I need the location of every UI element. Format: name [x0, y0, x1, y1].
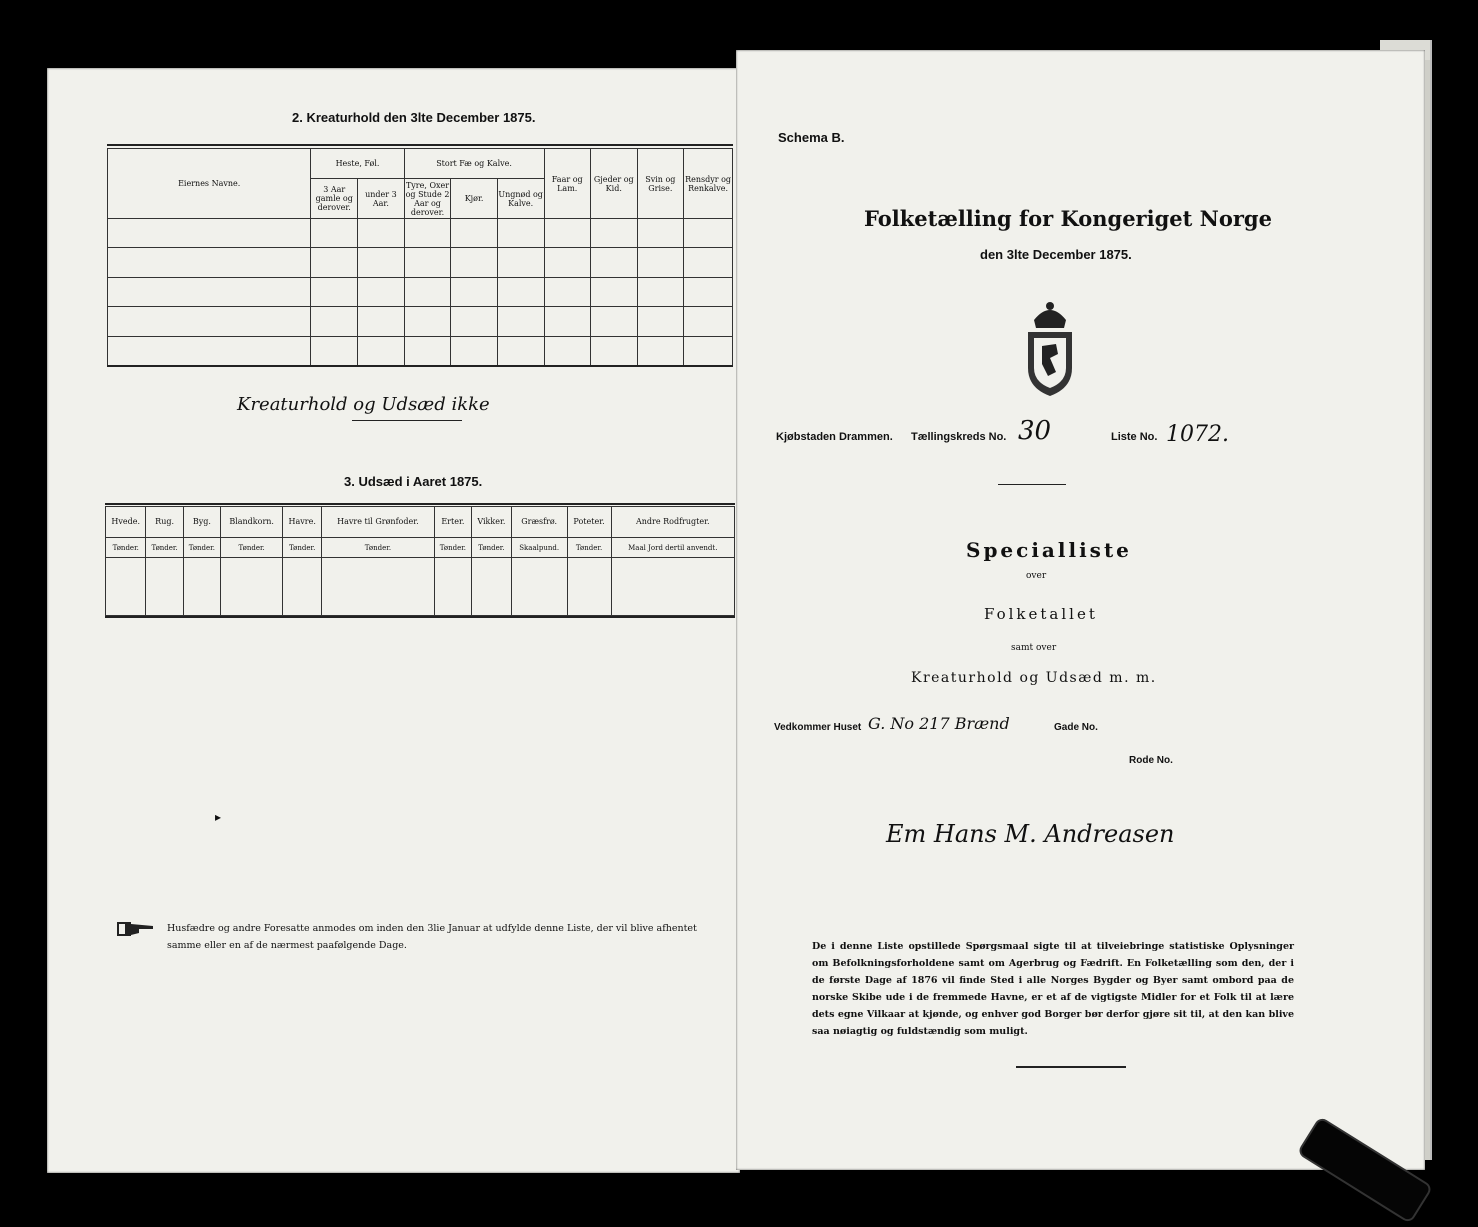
divider [998, 484, 1066, 485]
list-number: 1072. [1166, 422, 1229, 447]
col-reindeer: Rensdyr og Renkalve. [684, 149, 733, 219]
crop-header: Havre. [283, 507, 322, 538]
table-row [108, 277, 733, 306]
crop-unit: Tønder. [220, 537, 282, 558]
table-top-rule [107, 144, 733, 146]
crop-unit: Skaalpund. [511, 537, 567, 558]
main-title: Folketælling for Kongeriget Norge [864, 206, 1272, 231]
crop-unit: Tønder. [146, 537, 183, 558]
crop-unit: Tønder. [472, 537, 512, 558]
crop-cell [220, 558, 282, 616]
col-sheep: Faar og Lam. [544, 149, 590, 219]
note-underline [352, 420, 462, 421]
list-label: Liste No. [1111, 431, 1158, 443]
section2-title: 2. Kreaturhold den 3lte December 1875. [292, 110, 536, 125]
gade-label: Gade No. [1054, 722, 1098, 733]
collection-notice: Husfædre og andre Foresatte anmodes om inden den 3lie Januar at udfylde denne Liste, der vil blive afhentet samme eller en af de nærmest paafølgende Dage. [167, 923, 697, 951]
folketallet-heading: Folketallet [984, 605, 1098, 623]
rode-label: Rode No. [1129, 755, 1173, 766]
table-row [108, 248, 733, 277]
crop-header: Græsfrø. [511, 507, 567, 538]
col-goats: Gjeder og Kid. [590, 149, 637, 219]
crop-unit: Tønder. [283, 537, 322, 558]
coat-of-arms-icon [1020, 298, 1080, 398]
crop-cell [434, 558, 471, 616]
crop-cell [611, 558, 734, 616]
over-text: over [1026, 571, 1047, 581]
section3-title: 3. Udsæd i Aaret 1875. [344, 474, 483, 489]
date-line: den 3lte December 1875. [980, 247, 1132, 262]
footer-rule [1016, 1066, 1126, 1068]
house-value: G. No 217 Brænd [868, 714, 1010, 733]
crop-cell [283, 558, 322, 616]
col-pigs: Svin og Grise. [637, 149, 684, 219]
crop-cell [567, 558, 611, 616]
district-number: 30 [1018, 416, 1052, 446]
crop-unit: Tønder. [434, 537, 471, 558]
district-label: Tællingskreds No. [911, 431, 1007, 443]
crop-unit: Tønder. [567, 537, 611, 558]
crop-cell [146, 558, 183, 616]
crop-header: Andre Rodfrugter. [611, 507, 734, 538]
schema-label: Schema B. [778, 130, 845, 145]
col-horses-under3: under 3 Aar. [358, 179, 405, 219]
stray-mark: ▸ [215, 810, 222, 824]
table-row [108, 307, 733, 336]
livestock-table [107, 148, 733, 366]
col-horses-3plus: 3 Aar gamle og derover. [311, 179, 358, 219]
city-label: Kjøbstaden Drammen. [776, 431, 893, 443]
kreaturhold-heading: Kreaturhold og Udsæd m. m. [911, 670, 1157, 686]
crop-header: Blandkorn. [220, 507, 282, 538]
house-label: Vedkommer Huset [774, 722, 862, 733]
crop-unit: Tønder. [322, 537, 435, 558]
col-horses: Heste, Føl. [311, 149, 404, 179]
crop-header: Poteter. [567, 507, 611, 538]
col-owner: Eiernes Navne. [108, 149, 311, 219]
footer-paragraph: De i denne Liste opstillede Spørgsmaal sigte til at tilveiebringe statistiske Oplysninger om Befolkningsforholdene samt om Agerbrug og Fædrift. En Folketælling som den, der i de første Dage af 1876 vil finde Sted i alle Norges Bygder og Byer samt ombord paa de norske Skibe ude i de fremmede Havne, er et af de vigtigste Midler for et Folk til at lære dets egne Vilkaar at kjønde, og enhver god Borger bør derfor gjøre sit til, at den kan blive saa nøiagtig og fuldstændig som muligt. [812, 941, 1294, 1037]
crop-cell [511, 558, 567, 616]
crop-cell [106, 558, 146, 616]
col-cattle-young: Ungnød og Kalve. [497, 179, 544, 219]
col-cattle: Stort Fæ og Kalve. [404, 149, 544, 179]
pointing-hand-icon [115, 918, 157, 940]
crop-unit: Tønder. [183, 537, 220, 558]
crop-header: Vikker. [472, 507, 512, 538]
col-cattle-cows: Kjør. [451, 179, 497, 219]
crop-header: Rug. [146, 507, 183, 538]
specialliste-heading: Specialliste [966, 538, 1132, 562]
col-cattle-bulls: Tyre, Oxer og Stude 2 Aar og derover. [405, 180, 450, 217]
table-top-rule [105, 503, 735, 505]
table-bottom-rule [105, 616, 735, 618]
crop-header: Havre til Grønfoder. [322, 507, 435, 538]
crop-header: Erter. [434, 507, 471, 538]
crop-header: Byg. [183, 507, 220, 538]
crop-unit: Tønder. [106, 537, 146, 558]
table-bottom-rule [107, 365, 733, 367]
table-row [108, 219, 733, 248]
crop-unit: Maal Jord dertil anvendt. [611, 537, 734, 558]
samt-over-text: samt over [1011, 643, 1057, 653]
left-page [47, 68, 740, 1173]
crop-cell [183, 558, 220, 616]
right-page [736, 50, 1425, 1170]
crop-table [105, 506, 735, 616]
handwritten-note: Kreaturhold og Udsæd ikke [237, 394, 490, 415]
crop-header: Hvede. [106, 507, 146, 538]
signature: Em Hans M. Andreasen [886, 820, 1175, 848]
table-row [108, 336, 733, 365]
crop-cell [322, 558, 435, 616]
crop-cell [472, 558, 512, 616]
